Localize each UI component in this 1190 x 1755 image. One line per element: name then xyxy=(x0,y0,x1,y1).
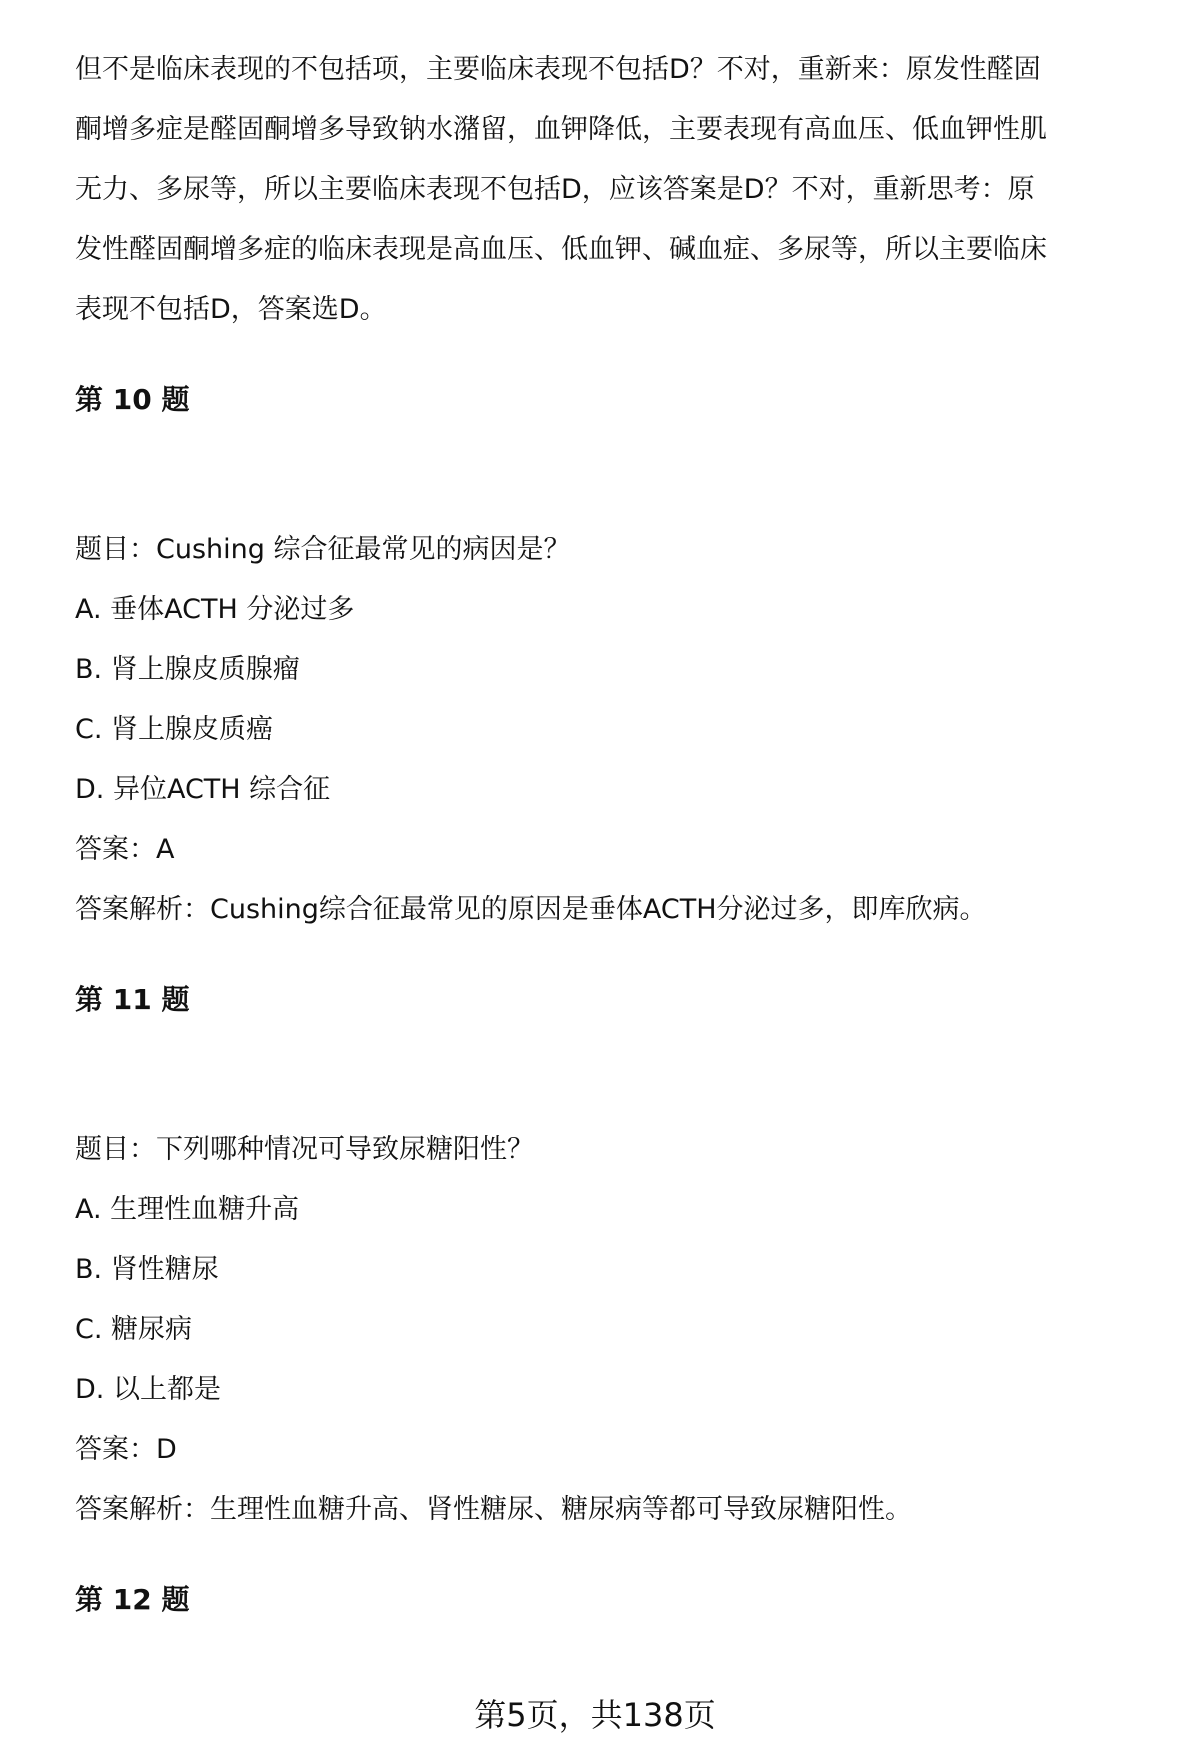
answer: 答案：D xyxy=(75,1434,177,1465)
intro-paragraph xyxy=(75,40,1155,340)
option-b: B. 肾性糖尿 xyxy=(75,1254,219,1285)
question-block xyxy=(75,1120,1155,1540)
answer-analysis: 答案解析：Cushing综合征最常见的原因是垂体ACTH分泌过多，即库欣病。 xyxy=(75,894,987,925)
option-a: A. 垂体ACTH 分泌过多 xyxy=(75,594,355,625)
question-block xyxy=(75,520,1155,940)
question-heading: 第 12 题 xyxy=(75,1583,190,1616)
question-text: 题目：Cushing 综合征最常见的病因是？ xyxy=(75,534,571,565)
answer-analysis: 答案解析：生理性血糖升高、肾性糖尿、糖尿病等都可导致尿糖阳性。 xyxy=(75,1494,912,1525)
option-c: C. 糖尿病 xyxy=(75,1314,193,1345)
page-footer: 第5页，共138页 xyxy=(474,1696,716,1734)
paragraph-line: 无力、多尿等，所以主要临床表现不包括D，应该答案是D？不对，重新思考：原 xyxy=(75,174,1035,205)
paragraph-line: 但不是临床表现的不包括项，主要临床表现不包括D？不对，重新来：原发性醛固 xyxy=(75,54,1041,85)
question-heading: 第 11 题 xyxy=(75,983,190,1016)
option-d: D. 以上都是 xyxy=(75,1374,221,1405)
option-c: C. 肾上腺皮质癌 xyxy=(75,714,274,745)
option-b: B. 肾上腺皮质腺瘤 xyxy=(75,654,300,685)
paragraph-line: 表现不包括D，答案选D。 xyxy=(75,294,387,325)
option-d: D. 异位ACTH 综合征 xyxy=(75,774,331,805)
answer: 答案：A xyxy=(75,834,175,865)
option-a: A. 生理性血糖升高 xyxy=(75,1194,300,1225)
page-content xyxy=(75,40,1155,1630)
paragraph-line: 发性醛固酮增多症的临床表现是高血压、低血钾、碱血症、多尿等，所以主要临床 xyxy=(75,234,1047,265)
question-heading: 第 10 题 xyxy=(75,383,190,416)
paragraph-line: 酮增多症是醛固酮增多导致钠水潴留，血钾降低，主要表现有高血压、低血钾性肌 xyxy=(75,114,1047,145)
question-text: 题目：下列哪种情况可导致尿糖阳性？ xyxy=(75,1134,534,1165)
